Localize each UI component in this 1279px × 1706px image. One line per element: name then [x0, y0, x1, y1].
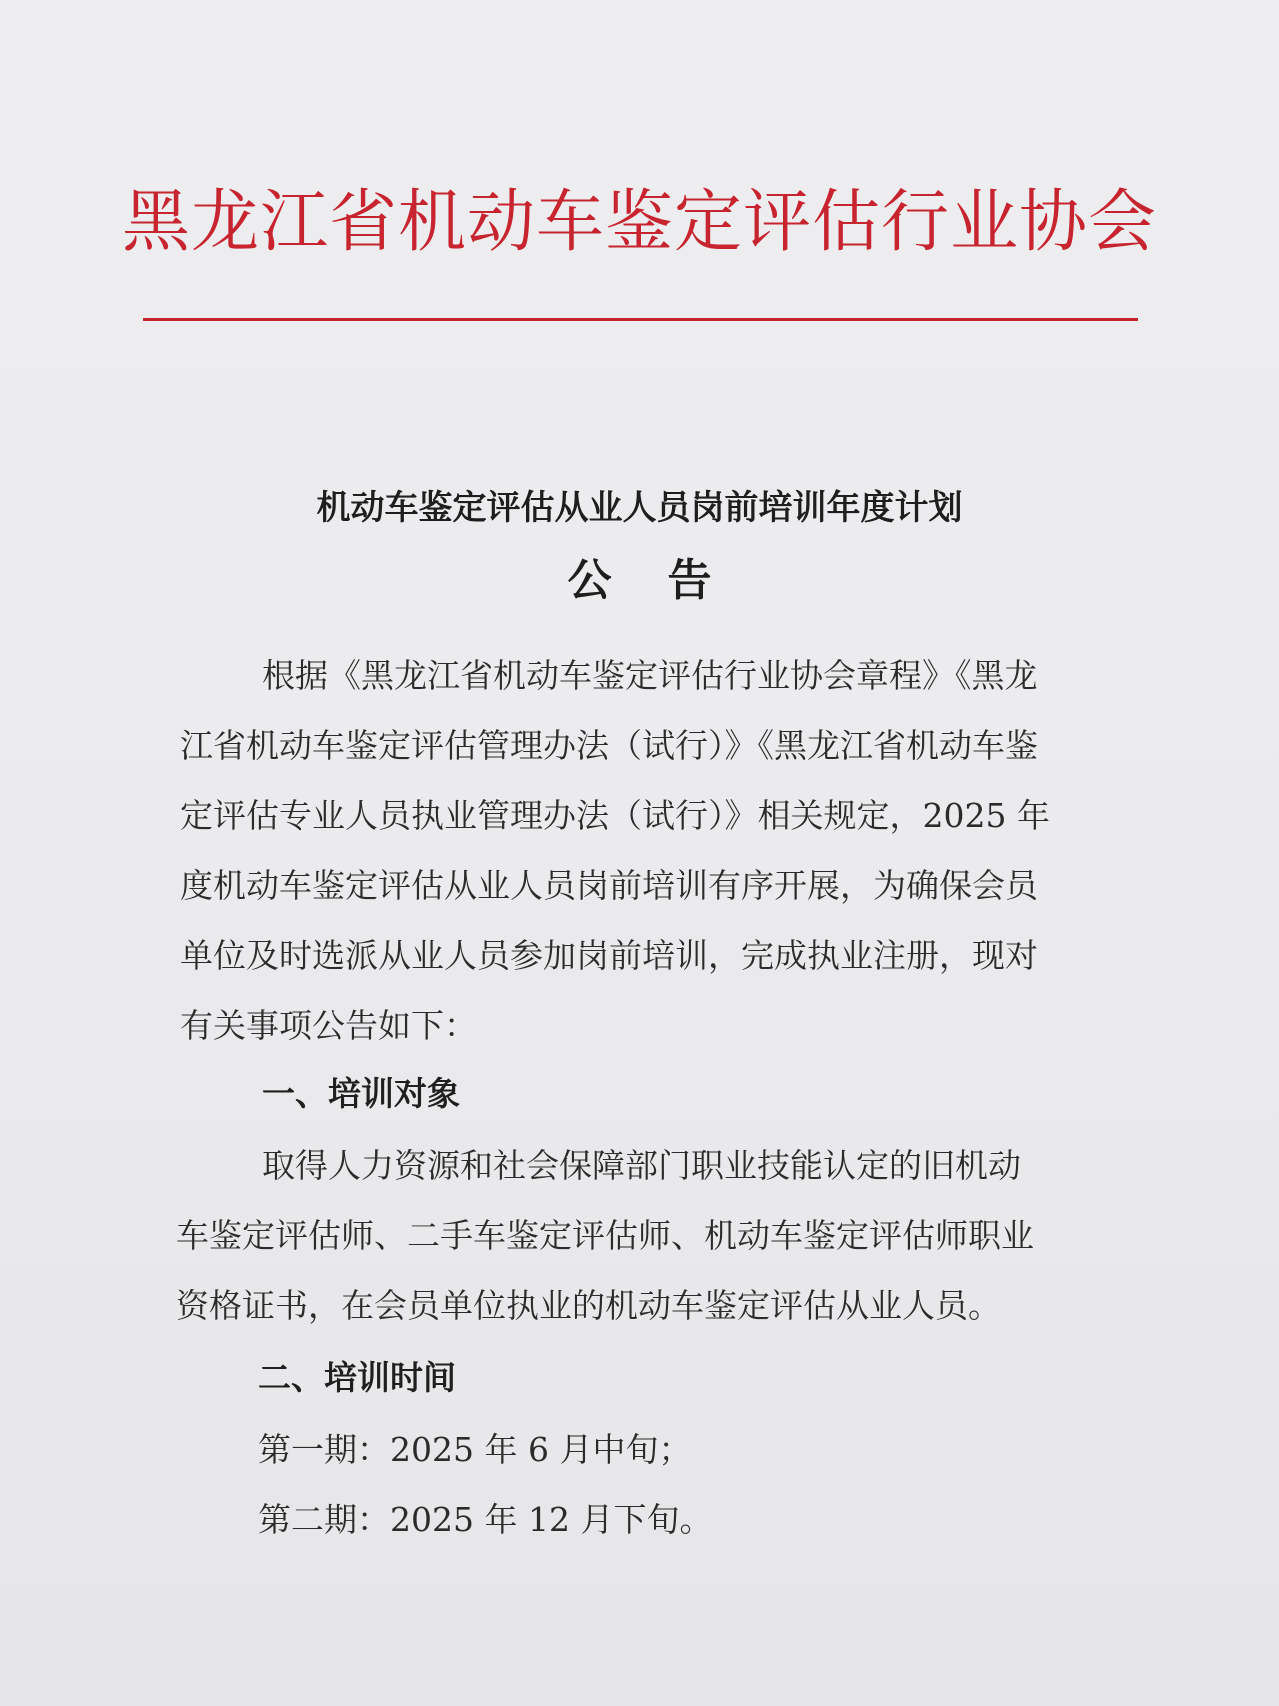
intro-line-2: 江省机动车鉴定评估管理办法（试行）》《黑龙江省机动车鉴 — [180, 726, 1038, 765]
section1-line-2: 车鉴定评估师、二手车鉴定评估师、机动车鉴定评估师职业 — [176, 1216, 1034, 1255]
training-period-1: 第一期：2025 年 6 月中旬； — [258, 1430, 692, 1469]
intro-line-3: 定评估专业人员执业管理办法（试行）》相关规定，2025 年 — [180, 796, 1050, 835]
intro-line-1: 根据《黑龙江省机动车鉴定评估行业协会章程》《黑龙 — [262, 656, 1038, 695]
intro-line-5: 单位及时选派从业人员参加岗前培训，完成执业注册，现对 — [180, 936, 1038, 975]
section1-heading: 一、培训对象 — [262, 1074, 460, 1113]
document-subtitle: 公告 — [567, 555, 768, 606]
intro-line-6: 有关事项公告如下： — [180, 1006, 477, 1045]
training-period-2: 第二期：2025 年 12 月下旬。 — [258, 1500, 713, 1539]
section1-line-1: 取得人力资源和社会保障部门职业技能认定的旧机动 — [262, 1146, 1021, 1185]
org-letterhead-title: 黑龙江省机动车鉴定评估行业协会 — [121, 183, 1157, 262]
document-title: 机动车鉴定评估从业人员岗前培训年度计划 — [316, 488, 963, 528]
section2-heading: 二、培训时间 — [258, 1358, 456, 1397]
letterhead-red-rule — [143, 318, 1138, 321]
section1-line-3: 资格证书，在会员单位执业的机动车鉴定评估从业人员。 — [176, 1286, 1001, 1325]
intro-line-4: 度机动车鉴定评估从业人员岗前培训有序开展，为确保会员 — [180, 866, 1038, 905]
